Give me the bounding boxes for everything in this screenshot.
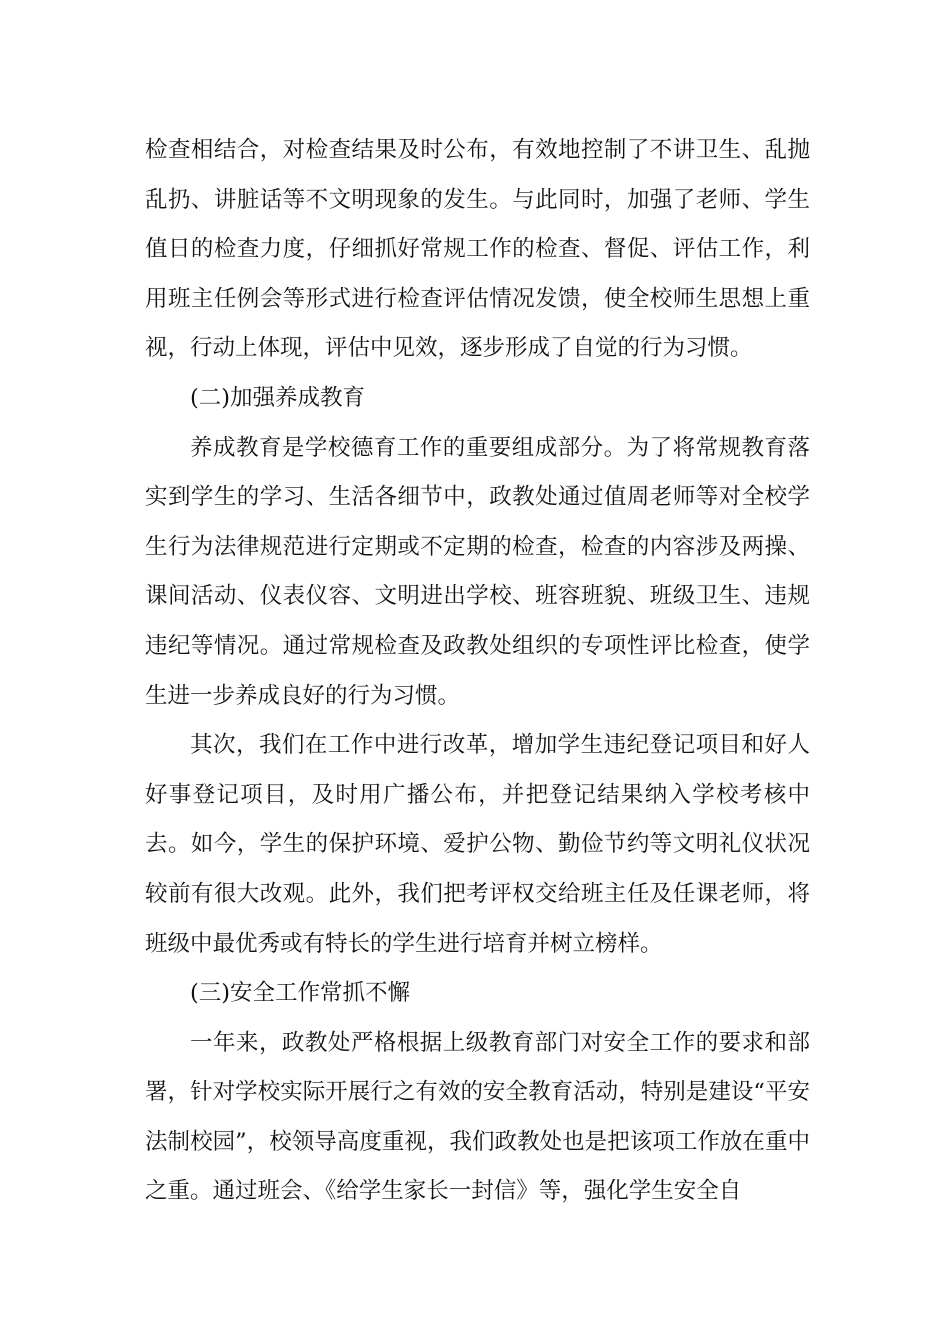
section-heading-3: (三)安全工作常抓不懈: [190, 980, 411, 1007]
paragraph-habit-education: 养成教育是学校德育工作的重要组成部分。为了将常规教育落实到学生的学习、生活各细节中，政教处通过值周老师等对全校学生行为法律规范进行定期或不定期的检查，检查的内容涉及两操、课间活动、仪表仪容、文明进出学校、班容班貌、班级卫生、违规违纪等情况。通过常规检查及政教处组织的专项性评比检查，使学生进一步养成良好的行为习惯。: [145, 434, 810, 709]
document-body: [145, 126, 810, 1217]
paragraph-reform: 其次，我们在工作中进行改革，增加学生违纪登记项目和好人好事登记项目，及时用广播公布，并把登记结果纳入学校考核中去。如今，学生的保护环境、爱护公物、勤俭节约等文明礼仪状况较前有很大改观。此外，我们把考评权交给班主任及任课老师，将班级中最优秀或有特长的学生进行培育并树立榜样。: [145, 732, 810, 957]
paragraph-safety: 一年来，政教处严格根据上级教育部门对安全工作的要求和部署，针对学校实际开展行之有效的安全教育活动，特别是建设“平安法制校园”，校领导高度重视，我们政教处也是把该项工作放在重中之重。通过班会、《给学生家长一封信》等，强化学生安全自: [145, 1029, 810, 1205]
section-heading-2: (二)加强养成教育: [190, 384, 366, 411]
paragraph-continuation: 检查相结合，对检查结果及时公布，有效地控制了不讲卫生、乱抛乱扔、讲脏话等不文明现象的发生。与此同时，加强了老师、学生值日的检查力度，仔细抓好常规工作的检查、督促、评估工作，利用班主任例会等形式进行检查评估情况发馈，使全校师生思想上重视，行动上体现，评估中见效，逐步形成了自觉的行为习惯。: [145, 137, 810, 362]
